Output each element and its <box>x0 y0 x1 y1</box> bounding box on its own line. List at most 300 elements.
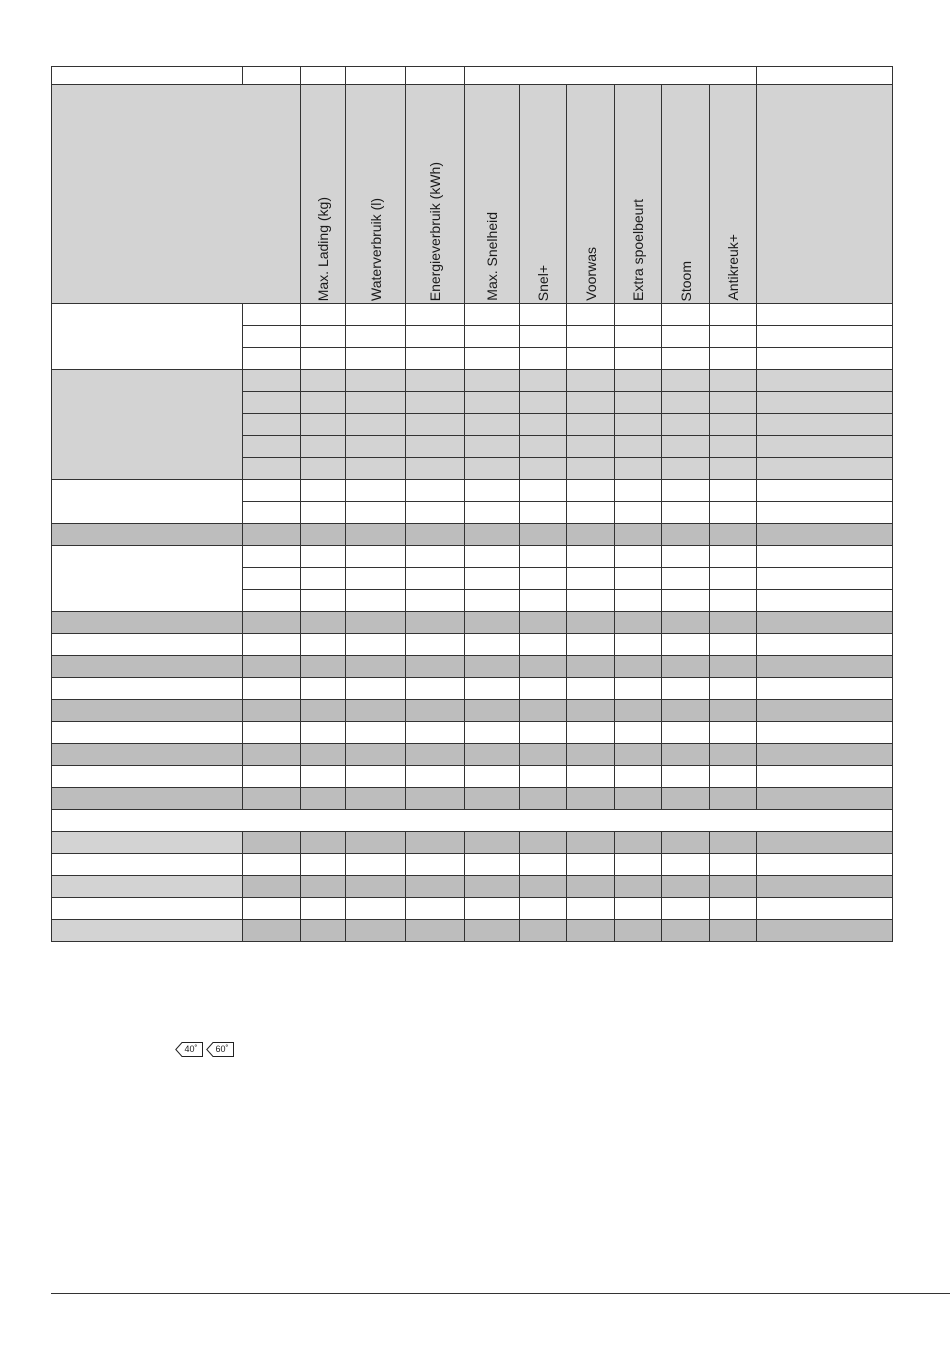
table-cell <box>757 392 893 414</box>
table-cell <box>301 480 346 502</box>
table-cell <box>243 348 301 370</box>
table-cell <box>243 414 301 436</box>
table-row <box>52 480 893 502</box>
table-cell <box>567 502 615 524</box>
table-cell <box>465 502 520 524</box>
column-header <box>662 85 710 304</box>
table-cell <box>301 678 346 700</box>
table-cell <box>301 656 346 678</box>
table-cell <box>346 524 406 546</box>
table-cell <box>662 766 710 788</box>
table-cell <box>757 656 893 678</box>
table-cell <box>757 722 893 744</box>
table-row <box>52 788 893 810</box>
table-cell <box>243 392 301 414</box>
table-cell <box>520 612 567 634</box>
table-cell <box>346 788 406 810</box>
table-cell <box>406 436 465 458</box>
table-cell <box>615 832 662 854</box>
table-row <box>52 678 893 700</box>
table-cell <box>301 744 346 766</box>
table-cell <box>346 370 406 392</box>
table-cell <box>567 546 615 568</box>
table-cell <box>346 876 406 898</box>
table-cell <box>301 67 346 85</box>
table-row <box>52 634 893 656</box>
table-cell <box>710 920 757 942</box>
table-cell <box>662 480 710 502</box>
table-cell <box>567 876 615 898</box>
table-cell <box>301 304 346 326</box>
table-cell <box>406 392 465 414</box>
table-cell <box>757 612 893 634</box>
table-cell <box>615 348 662 370</box>
table-cell <box>243 634 301 656</box>
table-cell <box>301 546 346 568</box>
temperature-badge-label: 40˚ <box>184 1044 198 1054</box>
table-cell <box>346 590 406 612</box>
table-cell <box>615 458 662 480</box>
table-cell <box>301 700 346 722</box>
table-cell <box>520 920 567 942</box>
table-cell <box>567 612 615 634</box>
table-row <box>52 722 893 744</box>
table-cell <box>406 326 465 348</box>
program-name-cell <box>52 546 243 612</box>
table-cell <box>757 920 893 942</box>
table-cell <box>465 612 520 634</box>
table-cell <box>662 458 710 480</box>
table-cell <box>243 898 301 920</box>
table-cell <box>465 876 520 898</box>
table-cell <box>243 920 301 942</box>
table-cell <box>615 788 662 810</box>
table-cell <box>710 414 757 436</box>
table-cell <box>52 67 243 85</box>
table-cell <box>567 898 615 920</box>
table-cell <box>520 832 567 854</box>
table-cell <box>520 348 567 370</box>
table-cell <box>346 700 406 722</box>
table-cell <box>301 854 346 876</box>
table-cell <box>346 634 406 656</box>
table-cell <box>346 304 406 326</box>
table-cell <box>520 568 567 590</box>
table-cell <box>757 766 893 788</box>
table-cell <box>520 458 567 480</box>
table-cell <box>710 832 757 854</box>
table-cell <box>301 370 346 392</box>
table-cell <box>406 568 465 590</box>
table-cell <box>615 304 662 326</box>
table-cell <box>406 832 465 854</box>
table-cell <box>567 392 615 414</box>
table-cell <box>406 700 465 722</box>
table-cell <box>757 744 893 766</box>
column-header-label: Snel+ <box>535 264 551 301</box>
program-name-cell <box>52 920 243 942</box>
program-name-cell <box>52 524 243 546</box>
table-cell <box>406 458 465 480</box>
table-row <box>52 304 893 326</box>
table-cell <box>520 370 567 392</box>
table-cell <box>243 700 301 722</box>
table-cell <box>662 546 710 568</box>
table-cell <box>520 304 567 326</box>
table-cell <box>520 678 567 700</box>
table-cell <box>346 326 406 348</box>
table-cell <box>301 502 346 524</box>
table-cell <box>406 788 465 810</box>
table-cell <box>406 678 465 700</box>
table-cell <box>346 766 406 788</box>
table-cell <box>710 524 757 546</box>
temperature-badge-40 <box>175 1042 205 1057</box>
table-cell <box>662 436 710 458</box>
table-cell <box>465 546 520 568</box>
temperature-badge-60 <box>206 1042 236 1057</box>
column-header <box>406 85 465 304</box>
table-cell <box>710 722 757 744</box>
program-name-cell <box>52 480 243 524</box>
table-cell <box>662 326 710 348</box>
table-cell <box>243 744 301 766</box>
table-row <box>52 700 893 722</box>
table-cell <box>465 832 520 854</box>
table-cell <box>757 678 893 700</box>
table-cell <box>346 458 406 480</box>
table-cell <box>757 304 893 326</box>
table-cell <box>567 436 615 458</box>
table-cell <box>301 634 346 656</box>
table-cell <box>406 546 465 568</box>
table-cell <box>520 480 567 502</box>
table-cell <box>710 326 757 348</box>
table-cell <box>520 700 567 722</box>
table-cell <box>520 656 567 678</box>
table-cell <box>301 832 346 854</box>
table-cell <box>520 502 567 524</box>
table-cell <box>520 722 567 744</box>
table-cell <box>710 436 757 458</box>
temperature-badges <box>175 1042 236 1059</box>
table-cell <box>757 414 893 436</box>
table-cell <box>346 722 406 744</box>
table-cell <box>465 788 520 810</box>
table-cell <box>243 722 301 744</box>
table-cell <box>465 898 520 920</box>
table-cell <box>346 502 406 524</box>
header-remarks-cell <box>757 85 893 304</box>
table-row <box>52 546 893 568</box>
table-cell <box>346 656 406 678</box>
table-cell <box>465 348 520 370</box>
table-cell <box>615 370 662 392</box>
program-name-cell <box>52 832 243 854</box>
table-cell <box>757 568 893 590</box>
table-cell <box>301 326 346 348</box>
table-cell <box>406 656 465 678</box>
table-cell <box>757 634 893 656</box>
table-cell <box>615 436 662 458</box>
table-cell <box>710 854 757 876</box>
table-cell <box>710 480 757 502</box>
table-cell <box>346 392 406 414</box>
table-cell <box>243 854 301 876</box>
table-cell <box>662 898 710 920</box>
table-cell <box>465 370 520 392</box>
table-cell <box>465 854 520 876</box>
table-cell <box>567 678 615 700</box>
table-cell <box>243 458 301 480</box>
table-cell <box>662 876 710 898</box>
table-cell <box>567 568 615 590</box>
table-cell <box>520 524 567 546</box>
table-cell <box>346 568 406 590</box>
table-cell <box>567 920 615 942</box>
table-cell <box>406 502 465 524</box>
table-cell <box>757 326 893 348</box>
table-cell <box>301 524 346 546</box>
column-header-label: Stoom <box>677 260 694 301</box>
table-cell <box>757 590 893 612</box>
table-row <box>52 744 893 766</box>
table-cell <box>710 678 757 700</box>
table-cell <box>710 590 757 612</box>
table-cell <box>615 590 662 612</box>
table-cell <box>567 304 615 326</box>
table-cell <box>710 568 757 590</box>
table-cell <box>406 524 465 546</box>
table-cell <box>346 854 406 876</box>
table-cell <box>301 876 346 898</box>
table-cell <box>465 67 757 85</box>
table-cell <box>757 876 893 898</box>
table-cell <box>301 590 346 612</box>
table-cell <box>567 326 615 348</box>
table-cell <box>567 348 615 370</box>
table-cell <box>346 414 406 436</box>
table-cell <box>710 502 757 524</box>
table-cell <box>567 788 615 810</box>
table-cell <box>662 700 710 722</box>
table-cell <box>615 612 662 634</box>
table-cell <box>243 524 301 546</box>
table-cell <box>346 546 406 568</box>
table-cell <box>406 766 465 788</box>
table-cell <box>615 524 662 546</box>
table-cell <box>615 700 662 722</box>
table-cell <box>710 876 757 898</box>
column-header <box>520 85 567 304</box>
table-cell <box>243 67 301 85</box>
table-cell <box>301 436 346 458</box>
column-header-label: Antikreuk+ <box>725 234 742 301</box>
table-row <box>52 656 893 678</box>
table-cell <box>662 744 710 766</box>
program-name-cell <box>52 766 243 788</box>
table-cell <box>615 678 662 700</box>
table-cell <box>465 678 520 700</box>
table-cell <box>406 722 465 744</box>
table-cell <box>301 788 346 810</box>
table-cell <box>520 326 567 348</box>
table-cell <box>615 920 662 942</box>
table-cell <box>406 634 465 656</box>
table-cell <box>301 898 346 920</box>
table-cell <box>710 898 757 920</box>
column-header-label: Energieverbruik (kWh) <box>427 161 443 301</box>
table-cell <box>662 788 710 810</box>
table-cell <box>243 590 301 612</box>
table-cell <box>520 744 567 766</box>
table-cell <box>520 876 567 898</box>
table-cell <box>567 722 615 744</box>
table-cell <box>710 744 757 766</box>
table-cell <box>615 392 662 414</box>
table-cell <box>520 414 567 436</box>
table-cell <box>520 546 567 568</box>
table-cell <box>757 524 893 546</box>
program-table <box>51 66 893 942</box>
table-cell <box>662 502 710 524</box>
table-cell <box>406 67 465 85</box>
table-cell <box>243 678 301 700</box>
table-cell <box>757 700 893 722</box>
table-cell <box>662 854 710 876</box>
table-cell <box>757 436 893 458</box>
table-cell <box>567 458 615 480</box>
table-cell <box>406 854 465 876</box>
table-cell <box>406 876 465 898</box>
column-header <box>710 85 757 304</box>
table-cell <box>710 304 757 326</box>
table-cell <box>465 656 520 678</box>
program-name-cell <box>52 854 243 876</box>
table-cell <box>615 854 662 876</box>
table-cell <box>465 568 520 590</box>
table-cell <box>710 348 757 370</box>
table-cell <box>465 436 520 458</box>
program-name-cell <box>52 744 243 766</box>
table-cell <box>710 392 757 414</box>
table-cell <box>615 656 662 678</box>
table-cell <box>757 458 893 480</box>
table-cell <box>662 568 710 590</box>
table-cell <box>520 766 567 788</box>
table-cell <box>520 788 567 810</box>
table-cell <box>301 612 346 634</box>
table-cell <box>615 568 662 590</box>
table-cell <box>757 832 893 854</box>
table-cell <box>757 854 893 876</box>
table-cell <box>346 832 406 854</box>
table-row <box>52 612 893 634</box>
program-name-cell <box>52 612 243 634</box>
table-cell <box>406 744 465 766</box>
table-cell <box>662 634 710 656</box>
table-cell <box>243 370 301 392</box>
section-row-cell <box>52 810 893 832</box>
table-cell <box>757 67 893 85</box>
table-cell <box>615 766 662 788</box>
table-cell <box>406 370 465 392</box>
table-cell <box>520 392 567 414</box>
temperature-badge-label: 60˚ <box>215 1044 229 1054</box>
table-cell <box>615 502 662 524</box>
table-cell <box>406 612 465 634</box>
table-cell <box>465 458 520 480</box>
table-cell <box>243 502 301 524</box>
table-row <box>52 876 893 898</box>
table-row <box>52 832 893 854</box>
table-cell <box>243 612 301 634</box>
table-row <box>52 920 893 942</box>
program-name-cell <box>52 700 243 722</box>
table-row <box>52 854 893 876</box>
table-cell <box>615 414 662 436</box>
table-cell <box>346 678 406 700</box>
table-cell <box>567 832 615 854</box>
table-top-row <box>52 67 893 85</box>
table-cell <box>465 590 520 612</box>
table-cell <box>243 480 301 502</box>
table-cell <box>406 920 465 942</box>
table-cell <box>662 414 710 436</box>
table-cell <box>710 612 757 634</box>
table-cell <box>406 414 465 436</box>
table-cell <box>465 326 520 348</box>
table-cell <box>465 414 520 436</box>
table-cell <box>615 722 662 744</box>
table-cell <box>243 568 301 590</box>
column-header-label: Max. Snelheid <box>484 212 500 301</box>
table-cell <box>662 920 710 942</box>
table-cell <box>346 920 406 942</box>
table-cell <box>465 304 520 326</box>
table-cell <box>567 414 615 436</box>
table-cell <box>567 370 615 392</box>
table-cell <box>757 502 893 524</box>
table-cell <box>243 546 301 568</box>
table-cell <box>406 348 465 370</box>
table-cell <box>243 656 301 678</box>
table-cell <box>301 920 346 942</box>
table-cell <box>567 656 615 678</box>
table-cell <box>301 414 346 436</box>
table-cell <box>406 898 465 920</box>
table-cell <box>710 656 757 678</box>
table-cell <box>757 898 893 920</box>
column-header-label: Waterverbruik (l) <box>367 198 384 301</box>
program-name-cell <box>52 656 243 678</box>
column-header <box>465 85 520 304</box>
column-header-label: Extra spoelbeurt <box>630 199 646 301</box>
table-cell <box>662 612 710 634</box>
table-cell <box>243 766 301 788</box>
table-cell <box>615 876 662 898</box>
table-cell <box>757 788 893 810</box>
table-cell <box>615 546 662 568</box>
table-cell <box>615 898 662 920</box>
table-cell <box>520 634 567 656</box>
table-cell <box>662 678 710 700</box>
table-cell <box>710 788 757 810</box>
table-cell <box>301 766 346 788</box>
program-name-cell <box>52 370 243 480</box>
table-cell <box>346 898 406 920</box>
table-cell <box>301 458 346 480</box>
